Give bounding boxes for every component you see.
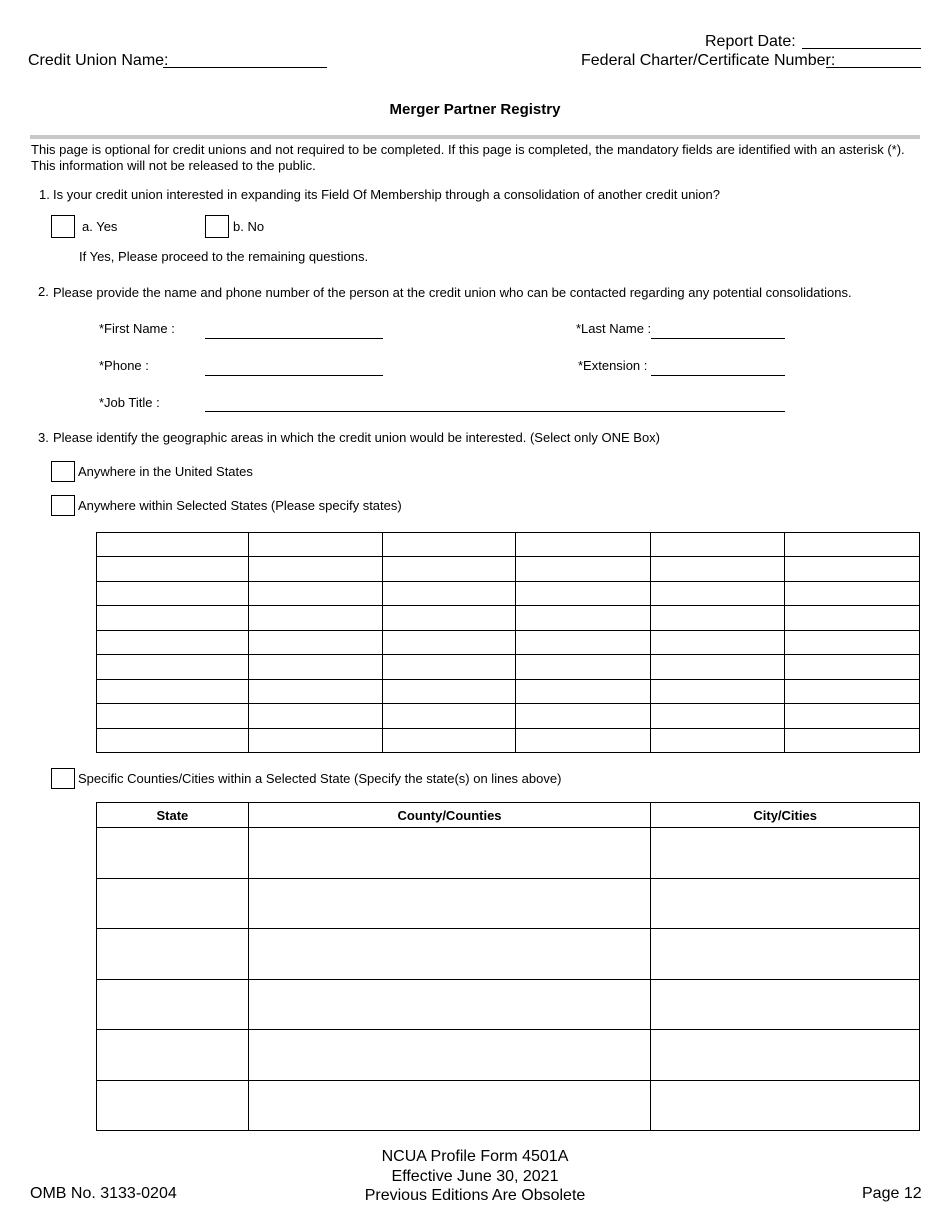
counties-table-row xyxy=(97,828,920,879)
state-entry-cell[interactable] xyxy=(651,581,785,605)
county-cell[interactable] xyxy=(248,828,651,879)
states-grid-row xyxy=(97,728,920,753)
state-entry-cell[interactable] xyxy=(97,728,249,753)
extension-label: *Extension : xyxy=(578,358,648,373)
counties-table-row xyxy=(97,979,920,1030)
title-divider xyxy=(30,135,920,139)
first-name-field[interactable] xyxy=(205,323,383,339)
phone-label: *Phone : xyxy=(99,358,149,373)
q1-yes-checkbox[interactable] xyxy=(51,215,75,238)
selected-states-checkbox[interactable] xyxy=(51,495,75,516)
state-entry-cell[interactable] xyxy=(785,557,920,581)
q1-no-checkbox[interactable] xyxy=(205,215,229,238)
page-title: Merger Partner Registry xyxy=(389,101,561,118)
q3-text: Please identify the geographic areas in which the credit union would be interested. (Select only ONE Box) xyxy=(53,430,661,445)
state-entry-cell[interactable] xyxy=(97,704,249,728)
states-grid-row xyxy=(97,704,920,728)
page-number: Page 12 xyxy=(862,1185,922,1202)
city-cell[interactable] xyxy=(651,929,920,980)
report-date-field[interactable] xyxy=(802,34,921,49)
state-entry-cell[interactable] xyxy=(382,557,516,581)
report-date-label: Report Date: xyxy=(705,33,796,50)
phone-field[interactable] xyxy=(205,360,383,376)
last-name-field[interactable] xyxy=(651,323,785,339)
state-entry-cell[interactable] xyxy=(516,728,651,753)
state-entry-cell[interactable] xyxy=(651,655,785,679)
state-entry-cell[interactable] xyxy=(97,655,249,679)
state-entry-cell[interactable] xyxy=(382,655,516,679)
counties-table-row xyxy=(97,1080,920,1131)
states-grid-row xyxy=(97,655,920,679)
state-entry-cell[interactable] xyxy=(516,704,651,728)
county-cell[interactable] xyxy=(248,1080,651,1131)
state-cell[interactable] xyxy=(97,878,249,929)
state-entry-cell[interactable] xyxy=(516,630,651,654)
state-entry-cell[interactable] xyxy=(785,630,920,654)
anywhere-us-checkbox[interactable] xyxy=(51,461,75,482)
credit-union-name-label: Credit Union Name: xyxy=(28,52,169,69)
state-cell[interactable] xyxy=(97,1030,249,1081)
intro-line-2: This information will not be released to the public. xyxy=(31,158,316,173)
charter-number-field[interactable] xyxy=(826,53,921,68)
anywhere-us-label: Anywhere in the United States xyxy=(78,464,253,479)
effective-date: Effective June 30, 2021 xyxy=(391,1167,559,1185)
state-entry-cell[interactable] xyxy=(382,704,516,728)
city-cell[interactable] xyxy=(651,979,920,1030)
state-entry-cell[interactable] xyxy=(382,533,516,557)
state-entry-cell[interactable] xyxy=(382,679,516,703)
states-grid-row xyxy=(97,679,920,703)
city-column-header: City/Cities xyxy=(651,803,920,828)
state-entry-cell[interactable] xyxy=(97,557,249,581)
state-entry-cell[interactable] xyxy=(651,704,785,728)
state-cell[interactable] xyxy=(97,1080,249,1131)
counties-table-row xyxy=(97,929,920,980)
specific-counties-checkbox[interactable] xyxy=(51,768,75,789)
state-entry-cell[interactable] xyxy=(382,606,516,630)
states-grid-row xyxy=(97,606,920,630)
state-entry-cell[interactable] xyxy=(516,533,651,557)
charter-number-label: Federal Charter/Certificate Number: xyxy=(581,52,836,69)
state-entry-cell[interactable] xyxy=(516,606,651,630)
counties-table-row xyxy=(97,1030,920,1081)
state-entry-cell[interactable] xyxy=(248,557,382,581)
city-cell[interactable] xyxy=(651,878,920,929)
state-entry-cell[interactable] xyxy=(651,630,785,654)
state-entry-cell[interactable] xyxy=(516,679,651,703)
states-grid-row xyxy=(97,581,920,605)
state-entry-cell[interactable] xyxy=(516,557,651,581)
state-entry-cell[interactable] xyxy=(785,728,920,753)
q1-yes-label: a. Yes xyxy=(82,219,118,234)
state-entry-cell[interactable] xyxy=(97,533,249,557)
q3-number: 3. xyxy=(38,430,49,445)
q1-text: Is your credit union interested in expanding its Field Of Membership through a consolidation of another credit union? xyxy=(53,187,720,202)
extension-field[interactable] xyxy=(651,360,785,376)
state-entry-cell[interactable] xyxy=(651,679,785,703)
state-entry-cell[interactable] xyxy=(651,606,785,630)
job-title-field[interactable] xyxy=(205,396,785,412)
city-cell[interactable] xyxy=(651,1030,920,1081)
last-name-label: *Last Name : xyxy=(576,321,652,336)
obsolete-notice: Previous Editions Are Obsolete xyxy=(364,1187,586,1204)
selected-states-label: Anywhere within Selected States (Please specify states) xyxy=(78,498,402,513)
state-entry-cell[interactable] xyxy=(97,606,249,630)
state-entry-cell[interactable] xyxy=(785,533,920,557)
city-cell[interactable] xyxy=(651,1080,920,1131)
state-entry-cell[interactable] xyxy=(785,606,920,630)
credit-union-name-field[interactable] xyxy=(163,53,327,68)
state-entry-cell[interactable] xyxy=(97,581,249,605)
state-entry-cell[interactable] xyxy=(248,581,382,605)
county-cell[interactable] xyxy=(248,979,651,1030)
state-entry-cell[interactable] xyxy=(785,704,920,728)
state-cell[interactable] xyxy=(97,828,249,879)
states-grid xyxy=(96,532,920,753)
county-column-header: County/Counties xyxy=(248,803,651,828)
state-entry-cell[interactable] xyxy=(248,533,382,557)
counties-table-row xyxy=(97,878,920,929)
state-entry-cell[interactable] xyxy=(248,655,382,679)
states-grid-row xyxy=(97,533,920,557)
job-title-label: *Job Title : xyxy=(99,395,160,410)
state-entry-cell[interactable] xyxy=(516,655,651,679)
state-entry-cell[interactable] xyxy=(785,655,920,679)
state-entry-cell[interactable] xyxy=(382,630,516,654)
state-entry-cell[interactable] xyxy=(382,581,516,605)
state-entry-cell[interactable] xyxy=(785,679,920,703)
first-name-label: *First Name : xyxy=(99,321,175,336)
state-entry-cell[interactable] xyxy=(651,533,785,557)
county-cell[interactable] xyxy=(248,929,651,980)
q1-note: If Yes, Please proceed to the remaining questions. xyxy=(79,249,369,264)
state-entry-cell[interactable] xyxy=(97,679,249,703)
form-name: NCUA Profile Form 4501A xyxy=(381,1148,569,1165)
states-grid-row xyxy=(97,557,920,581)
q2-text: Please provide the name and phone number of the person at the credit union who can be contacted regarding any potential consolidations. xyxy=(53,285,852,300)
state-entry-cell[interactable] xyxy=(651,728,785,753)
state-entry-cell[interactable] xyxy=(248,704,382,728)
state-entry-cell[interactable] xyxy=(785,581,920,605)
county-cell[interactable] xyxy=(248,878,651,929)
counties-table xyxy=(96,802,920,1131)
state-entry-cell[interactable] xyxy=(97,630,249,654)
state-entry-cell[interactable] xyxy=(651,557,785,581)
state-entry-cell[interactable] xyxy=(516,581,651,605)
state-entry-cell[interactable] xyxy=(248,728,382,753)
specific-counties-label: Specific Counties/Cities within a Selected State (Specify the state(s) on lines above) xyxy=(78,771,562,786)
state-cell[interactable] xyxy=(97,929,249,980)
q2-number: 2. xyxy=(38,284,49,299)
intro-line-1: This page is optional for credit unions and not required to be completed. If this page is completed, the mandatory fields are identified with an asterisk (*). xyxy=(31,142,905,157)
q1-no-label: b. No xyxy=(233,219,265,234)
state-cell[interactable] xyxy=(97,979,249,1030)
states-grid-row xyxy=(97,630,920,654)
city-cell[interactable] xyxy=(651,828,920,879)
state-entry-cell[interactable] xyxy=(248,630,382,654)
omb-number: OMB No. 3133-0204 xyxy=(30,1185,177,1202)
state-entry-cell[interactable] xyxy=(248,679,382,703)
state-column-header: State xyxy=(97,803,249,828)
county-cell[interactable] xyxy=(248,1030,651,1081)
state-entry-cell[interactable] xyxy=(382,728,516,753)
state-entry-cell[interactable] xyxy=(248,606,382,630)
q1-number: 1. xyxy=(39,187,50,202)
